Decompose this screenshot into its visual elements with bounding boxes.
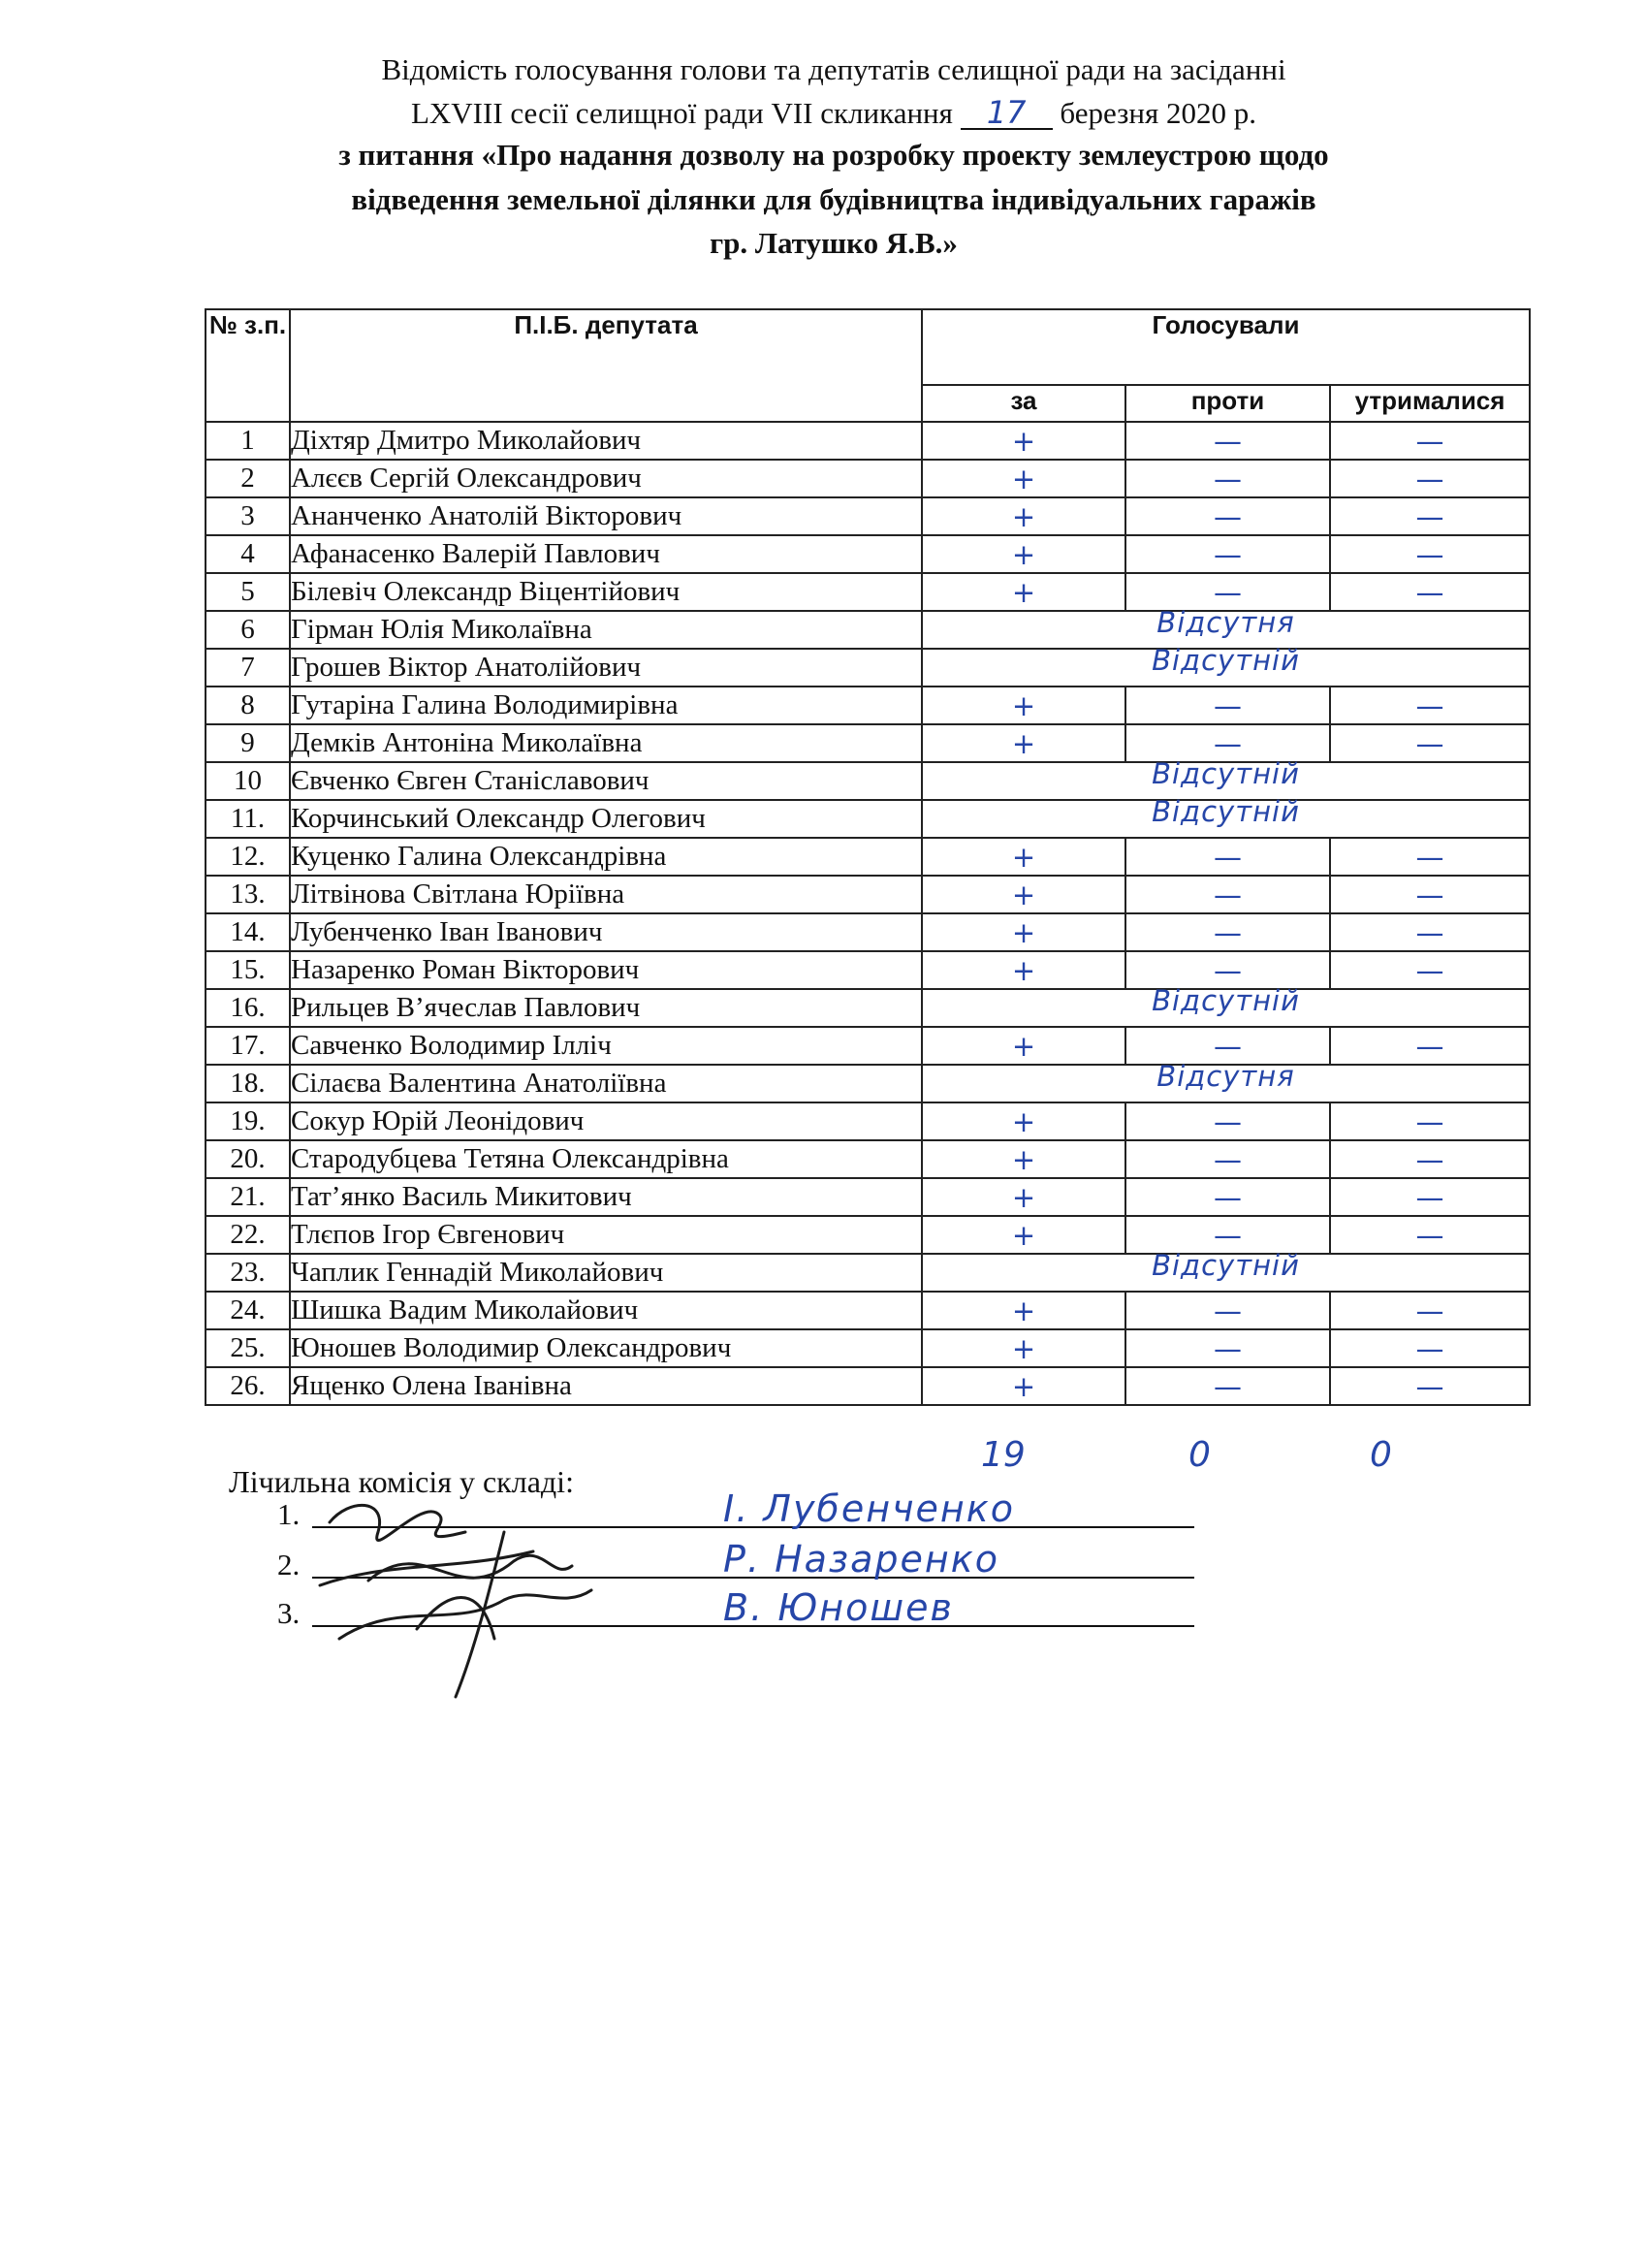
row-number: 20.: [206, 1140, 290, 1178]
deputy-name: Сілаєва Валентина Анатоліївна: [290, 1065, 922, 1102]
table-row: [206, 1292, 1530, 1329]
vote-abstain: —: [1330, 1292, 1530, 1329]
absent-mark: Відсутній: [1152, 756, 1300, 790]
header-voted: Голосували: [922, 309, 1530, 385]
row-number: 12.: [206, 838, 290, 876]
vote-against: —: [1125, 951, 1330, 989]
vote-for: +: [922, 724, 1125, 762]
table-row: [206, 762, 1530, 800]
vote-against: —: [1125, 1102, 1330, 1140]
row-number: 7: [206, 649, 290, 687]
table-body: [206, 422, 1530, 1405]
row-number: 25.: [206, 1329, 290, 1367]
handwritten-date: 17: [961, 97, 1053, 130]
header-abstain: утрималися: [1330, 385, 1530, 422]
header-for: за: [922, 385, 1125, 422]
deputy-name: Юношев Володимир Олександрович: [290, 1329, 922, 1367]
table-row: [206, 687, 1530, 724]
vote-abstain: —: [1330, 497, 1530, 535]
vote-abstain: —: [1330, 1178, 1530, 1216]
row-number: 5: [206, 573, 290, 611]
table-row: [206, 1329, 1530, 1367]
vote-against: —: [1125, 1178, 1330, 1216]
table-row: [206, 1367, 1530, 1405]
vote-abstain: —: [1330, 1102, 1530, 1140]
vote-abstain: —: [1330, 724, 1530, 762]
row-number: 21.: [206, 1178, 290, 1216]
vote-abstain: —: [1330, 687, 1530, 724]
total-for: 19: [981, 1435, 1026, 1475]
commission-label: Лічильна комісія у складі:: [229, 1464, 574, 1499]
vote-for: +: [922, 422, 1125, 460]
vote-for: +: [922, 838, 1125, 876]
vote-against: —: [1125, 1329, 1330, 1367]
commission-member-name: В. Юношев: [723, 1586, 954, 1629]
table-row: [206, 573, 1530, 611]
deputy-name: Діхтяр Дмитро Миколайович: [290, 422, 922, 460]
vote-for: +: [922, 497, 1125, 535]
vote-for: +: [922, 1292, 1125, 1329]
signature-scribbles: [310, 1493, 659, 1707]
vote-against: —: [1125, 535, 1330, 573]
vote-against: —: [1125, 1292, 1330, 1329]
deputy-name: Демків Антоніна Миколаївна: [290, 724, 922, 762]
deputy-name: Євченко Євген Станіславович: [290, 762, 922, 800]
commission-member-name: І. Лубенченко: [723, 1487, 1015, 1530]
vote-against: —: [1125, 573, 1330, 611]
vote-abstain: —: [1330, 422, 1530, 460]
deputy-name: Чаплик Геннадій Миколайович: [290, 1254, 922, 1292]
table-row: [206, 497, 1530, 535]
table-row: [206, 989, 1530, 1027]
table-row: [206, 1065, 1530, 1102]
absent-mark-cell: [922, 643, 1530, 687]
vote-for: +: [922, 1216, 1125, 1254]
deputy-name: Сокур Юрій Леонідович: [290, 1102, 922, 1140]
vote-abstain: —: [1330, 1367, 1530, 1405]
vote-abstain: —: [1330, 876, 1530, 913]
vote-for: +: [922, 913, 1125, 951]
row-number: 6: [206, 611, 290, 649]
deputy-name: Рильцев В’ячеслав Павлович: [290, 989, 922, 1027]
deputy-name: Стародубцева Тетяна Олександрівна: [290, 1140, 922, 1178]
total-against: 0: [1188, 1435, 1211, 1475]
vote-abstain: —: [1330, 573, 1530, 611]
doc-title-line-2: [145, 94, 1522, 131]
vote-against: —: [1125, 913, 1330, 951]
row-number: 14.: [206, 913, 290, 951]
commission-member-name: Р. Назаренко: [723, 1538, 999, 1581]
voting-table: [205, 308, 1531, 1406]
row-number: 15.: [206, 951, 290, 989]
deputy-name: Ященко Олена Іванівна: [290, 1367, 922, 1405]
row-number: 18.: [206, 1065, 290, 1102]
table-row: [206, 1254, 1530, 1292]
deputy-name: Назаренко Роман Вікторович: [290, 951, 922, 989]
deputy-name: Тат’янко Василь Микитович: [290, 1178, 922, 1216]
vote-for: +: [922, 1140, 1125, 1178]
deputy-name: Білевіч Олександр Віцентійович: [290, 573, 922, 611]
deputy-name: Афанасенко Валерій Павлович: [290, 535, 922, 573]
vote-for: +: [922, 687, 1125, 724]
vote-for: +: [922, 460, 1125, 497]
row-number: 24.: [206, 1292, 290, 1329]
deputy-name: Ананченко Анатолій Вікторович: [290, 497, 922, 535]
vote-against: —: [1125, 460, 1330, 497]
absent-mark: Відсутній: [1152, 794, 1300, 828]
deputy-name: Куценко Галина Олександрівна: [290, 838, 922, 876]
table-row: [206, 460, 1530, 497]
row-number: 8: [206, 687, 290, 724]
table-row: [206, 1102, 1530, 1140]
vote-against: —: [1125, 724, 1330, 762]
vote-against: —: [1125, 1140, 1330, 1178]
table-row: [206, 422, 1530, 460]
commission-number: 3.: [277, 1596, 301, 1630]
vote-abstain: —: [1330, 1329, 1530, 1367]
absent-mark-cell: [922, 794, 1530, 838]
vote-against: —: [1125, 422, 1330, 460]
vote-for: +: [922, 951, 1125, 989]
deputy-name: Корчинський Олександр Олегович: [290, 800, 922, 838]
deputy-name: Гутаріна Галина Володимирівна: [290, 687, 922, 724]
deputy-name: Грошев Віктор Анатолійович: [290, 649, 922, 687]
doc-title-line-4: відведення земельної ділянки для будівництва індивідуальних гаражів: [351, 182, 1316, 216]
vote-abstain: —: [1330, 1140, 1530, 1178]
row-number: 16.: [206, 989, 290, 1027]
commission-number: 1.: [277, 1497, 301, 1531]
absent-mark: Відсутня: [1156, 1059, 1295, 1093]
deputy-name: Савченко Володимир Ілліч: [290, 1027, 922, 1065]
row-number: 2: [206, 460, 290, 497]
vote-for: +: [922, 1027, 1125, 1065]
vote-against: —: [1125, 1216, 1330, 1254]
doc-title-line-3: з питання «Про надання дозволу на розробку проекту землеустрою щодо: [338, 138, 1329, 172]
absent-mark: Відсутній: [1152, 1248, 1300, 1282]
vote-abstain: —: [1330, 1216, 1530, 1254]
deputy-name: Лубенченко Іван Іванович: [290, 913, 922, 951]
vote-against: —: [1125, 876, 1330, 913]
row-number: 9: [206, 724, 290, 762]
table-row: [206, 1178, 1530, 1216]
absent-mark: Відсутня: [1156, 605, 1295, 639]
absent-mark-cell: [922, 983, 1530, 1027]
row-number: 11.: [206, 800, 290, 838]
vote-abstain: —: [1330, 838, 1530, 876]
row-number: 17.: [206, 1027, 290, 1065]
total-abstain: 0: [1370, 1435, 1392, 1475]
doc-title-line-5: гр. Латушко Я.В.»: [710, 226, 958, 260]
absent-mark: Відсутній: [1152, 643, 1300, 677]
table-row: [206, 611, 1530, 649]
deputy-name: Тлєпов Ігор Євгенович: [290, 1216, 922, 1254]
month-year-text: березня 2020 р.: [1052, 96, 1257, 130]
commission-number: 2.: [277, 1548, 301, 1581]
row-number: 3: [206, 497, 290, 535]
vote-for: +: [922, 1178, 1125, 1216]
table-row: [206, 1140, 1530, 1178]
header-number: № з.п.: [206, 309, 290, 422]
table-row: [206, 1216, 1530, 1254]
table-row: [206, 535, 1530, 573]
vote-abstain: —: [1330, 535, 1530, 573]
header-against: проти: [1125, 385, 1330, 422]
vote-against: —: [1125, 497, 1330, 535]
row-number: 22.: [206, 1216, 290, 1254]
vote-against: —: [1125, 687, 1330, 724]
vote-against: —: [1125, 838, 1330, 876]
table-row: [206, 951, 1530, 989]
row-number: 1: [206, 422, 290, 460]
vote-for: +: [922, 876, 1125, 913]
vote-abstain: —: [1330, 460, 1530, 497]
deputy-name: Шишка Вадим Миколайович: [290, 1292, 922, 1329]
doc-title-line-1: Відомість голосування голови та депутатів селищної ради на засіданні: [381, 52, 1286, 86]
table-row: [206, 724, 1530, 762]
vote-for: +: [922, 1367, 1125, 1405]
vote-for: +: [922, 535, 1125, 573]
vote-abstain: —: [1330, 951, 1530, 989]
session-text: LXVIII сесії селищної ради VII скликання: [410, 96, 961, 130]
vote-for: +: [922, 1102, 1125, 1140]
table-row: [206, 800, 1530, 838]
vote-for: +: [922, 1329, 1125, 1367]
table-row: [206, 1027, 1530, 1065]
deputy-name: Гірман Юлія Миколаївна: [290, 611, 922, 649]
row-number: 26.: [206, 1367, 290, 1405]
table-row: [206, 838, 1530, 876]
table-row: [206, 913, 1530, 951]
absent-mark-cell: [922, 1248, 1530, 1292]
row-number: 4: [206, 535, 290, 573]
vote-for: +: [922, 573, 1125, 611]
vote-against: —: [1125, 1027, 1330, 1065]
absent-mark: Відсутній: [1152, 983, 1300, 1017]
row-number: 19.: [206, 1102, 290, 1140]
table-row: [206, 649, 1530, 687]
vote-abstain: —: [1330, 913, 1530, 951]
row-number: 13.: [206, 876, 290, 913]
deputy-name: Літвінова Світлана Юріївна: [290, 876, 922, 913]
absent-mark-cell: [922, 1059, 1530, 1102]
row-number: 10: [206, 762, 290, 800]
table-row: [206, 876, 1530, 913]
vote-abstain: —: [1330, 1027, 1530, 1065]
vote-against: —: [1125, 1367, 1330, 1405]
deputy-name: Алєєв Сергій Олександрович: [290, 460, 922, 497]
header-name: П.І.Б. депутата: [290, 309, 922, 422]
row-number: 23.: [206, 1254, 290, 1292]
